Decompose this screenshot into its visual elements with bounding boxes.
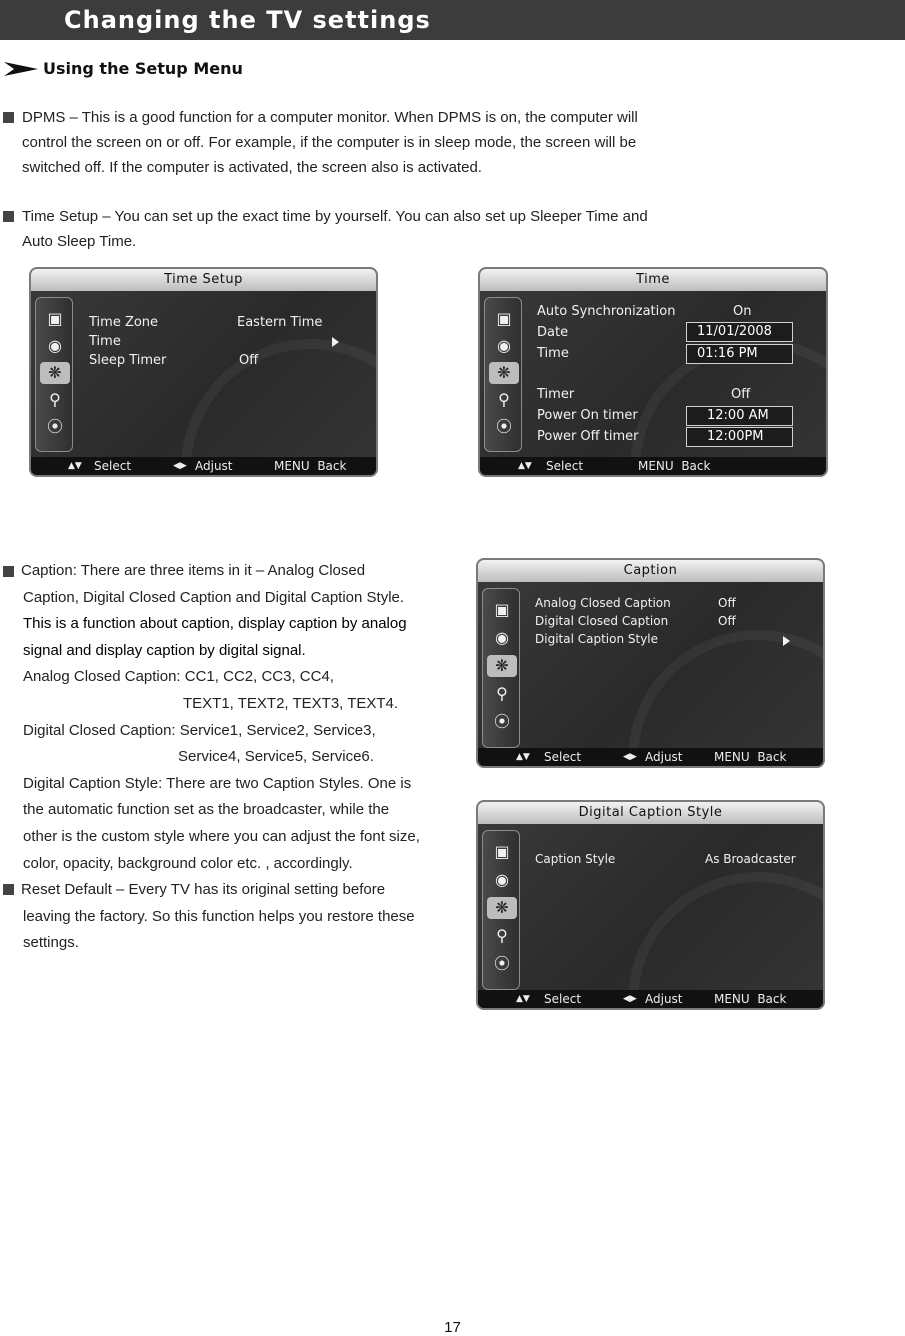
digital-closed-caption-value: Off <box>718 614 736 628</box>
paragraph-line: leaving the factory. So this function helps you restore these <box>23 907 415 925</box>
caption-menu <box>476 558 825 768</box>
paragraph-line: Reset Default – Every TV has its original setting before <box>21 881 386 899</box>
lock-icon[interactable]: ⚲ <box>49 390 61 409</box>
setup-icon[interactable]: ❋ <box>40 362 70 384</box>
submenu-arrow-icon <box>783 636 790 646</box>
sleep-timer-value: Off <box>239 353 259 368</box>
paragraph-line: Caption: There are three items in it – Analog Closed <box>21 562 366 579</box>
footer-back: MENU Back <box>638 459 711 473</box>
footer-select: Select <box>94 459 132 473</box>
menu-item-timer[interactable]: Timer <box>537 387 575 402</box>
satellite-icon[interactable]: ⦿ <box>493 712 510 731</box>
setup-icon[interactable]: ❋ <box>489 362 519 384</box>
audio-icon[interactable]: ◉ <box>48 336 62 355</box>
time-setup-paragraph <box>22 204 712 254</box>
updown-arrows-icon: ▲▼ <box>516 752 530 762</box>
paragraph-line: Time Setup – You can set up the exact time by yourself. You can also set up Sleeper Time and <box>22 208 648 225</box>
tv-picture-icon[interactable]: ▣ <box>494 842 510 861</box>
analog-closed-caption-value: Off <box>718 596 736 610</box>
satellite-icon[interactable]: ⦿ <box>46 417 63 436</box>
paragraph-line: color, opacity, background color etc. , accordingly. <box>23 854 353 872</box>
page-number: 17 <box>444 1319 461 1336</box>
power-off-timer-field[interactable]: 12:00PM <box>686 427 793 447</box>
updown-arrows-icon: ▲▼ <box>68 461 82 471</box>
date-field[interactable]: 11/01/2008 <box>686 322 793 342</box>
menu-item-caption-style[interactable]: Caption Style <box>535 852 616 866</box>
menu-item-date[interactable]: Date <box>537 325 569 340</box>
paragraph-line: Auto Sleep Time. <box>22 233 137 250</box>
footer-adjust: Adjust <box>195 459 233 473</box>
menu-footer <box>478 748 823 766</box>
footer-adjust: Adjust <box>645 992 683 1006</box>
menu-item-digital-closed-caption[interactable]: Digital Closed Caption <box>535 614 669 628</box>
power-on-timer-field[interactable]: 12:00 AM <box>686 406 793 426</box>
paragraph-line: Caption, Digital Closed Caption and Digital Caption Style. <box>23 588 405 606</box>
menu-item-time[interactable]: Time <box>89 334 121 349</box>
footer-select: Select <box>544 992 582 1006</box>
paragraph-line: other is the custom style where you can adjust the font size, <box>23 827 420 845</box>
menu-sidebar <box>482 588 520 748</box>
digital-caption-style-menu <box>476 800 825 1010</box>
audio-icon[interactable]: ◉ <box>495 628 509 647</box>
footer-select: Select <box>546 459 584 473</box>
paragraph-line: Digital Caption Style: There are two Caption Styles. One is <box>23 774 412 792</box>
paragraph-line: the automatic function set as the broadcaster, while the <box>23 801 390 819</box>
paragraph-line: settings. <box>23 934 79 952</box>
leftright-arrows-icon: ◀▶ <box>173 461 187 471</box>
time-field[interactable]: 01:16 PM <box>686 344 793 364</box>
arrow-icon <box>4 61 38 77</box>
menu-item-time[interactable]: Time <box>537 346 569 361</box>
paragraph-line: switched off. If the computer is activated, the screen also is activated. <box>22 159 482 176</box>
time-menu <box>478 267 828 477</box>
submenu-arrow-icon <box>332 337 339 347</box>
bullet-square-icon <box>3 566 14 577</box>
menu-item-digital-caption-style[interactable]: Digital Caption Style <box>535 632 659 646</box>
header-bar <box>0 0 905 40</box>
menu-item-sleep-timer[interactable]: Sleep Timer <box>89 353 167 368</box>
tv-picture-icon[interactable]: ▣ <box>494 600 510 619</box>
menu-sidebar <box>484 297 522 452</box>
setup-icon[interactable]: ❋ <box>487 655 517 677</box>
tv-picture-icon[interactable]: ▣ <box>47 309 63 328</box>
satellite-icon[interactable]: ⦿ <box>493 954 510 973</box>
paragraph-line: Service4, Service5, Service6. <box>178 748 374 766</box>
footer-back: MENU Back <box>274 459 347 473</box>
audio-icon[interactable]: ◉ <box>495 870 509 889</box>
paragraph-line: Analog Closed Caption: CC1, CC2, CC3, CC4, <box>23 668 334 686</box>
menu-footer <box>478 990 823 1008</box>
leftright-arrows-icon: ◀▶ <box>623 752 637 762</box>
menu-title: Digital Caption Style <box>478 802 823 824</box>
menu-title: Time <box>480 269 826 291</box>
bullet-square-icon <box>3 112 14 123</box>
audio-icon[interactable]: ◉ <box>497 336 511 355</box>
satellite-icon[interactable]: ⦿ <box>495 417 512 436</box>
time-setup-menu <box>29 267 378 477</box>
timer-value: Off <box>731 387 751 402</box>
menu-title: Caption <box>478 560 823 582</box>
page-title: Changing the TV settings <box>64 6 431 34</box>
footer-back: MENU Back <box>714 750 787 764</box>
leftright-arrows-icon: ◀▶ <box>623 994 637 1004</box>
section-title: Using the Setup Menu <box>43 59 243 78</box>
auto-sync-value: On <box>733 304 752 319</box>
menu-item-power-off-timer[interactable]: Power Off timer <box>537 429 639 444</box>
dpms-paragraph <box>22 105 712 180</box>
menu-item-analog-closed-caption[interactable]: Analog Closed Caption <box>535 596 671 610</box>
menu-item-power-on-timer[interactable]: Power On timer <box>537 408 638 423</box>
menu-footer <box>31 457 376 475</box>
menu-sidebar <box>482 830 520 990</box>
setup-icon[interactable]: ❋ <box>487 897 517 919</box>
paragraph-line: This is a function about caption, display caption by analog <box>23 615 407 633</box>
bullet-square-icon <box>3 211 14 222</box>
caption-paragraph <box>23 558 463 957</box>
bullet-square-icon <box>3 884 14 895</box>
footer-select: Select <box>544 750 582 764</box>
menu-sidebar <box>35 297 73 452</box>
time-zone-value: Eastern Time <box>237 315 323 330</box>
paragraph-line: signal and display caption by digital signal. <box>23 641 306 659</box>
footer-adjust: Adjust <box>645 750 683 764</box>
menu-footer <box>480 457 826 475</box>
lock-icon[interactable]: ⚲ <box>498 390 510 409</box>
caption-style-value: As Broadcaster <box>705 852 796 866</box>
lock-icon[interactable]: ⚲ <box>496 926 508 945</box>
paragraph-line: DPMS – This is a good function for a computer monitor. When DPMS is on, the computer will <box>22 109 638 126</box>
updown-arrows-icon: ▲▼ <box>516 994 530 1004</box>
paragraph-line: Digital Closed Caption: Service1, Service2, Service3, <box>23 721 376 739</box>
footer-back: MENU Back <box>714 992 787 1006</box>
lock-icon[interactable]: ⚲ <box>496 684 508 703</box>
updown-arrows-icon: ▲▼ <box>518 461 532 471</box>
paragraph-line: TEXT1, TEXT2, TEXT3, TEXT4. <box>183 694 399 712</box>
paragraph-line: control the screen on or off. For example, if the computer is in sleep mode, the screen will be <box>22 134 637 151</box>
menu-item-auto-sync[interactable]: Auto Synchronization <box>537 304 676 319</box>
tv-picture-icon[interactable]: ▣ <box>496 309 512 328</box>
menu-title: Time Setup <box>31 269 376 291</box>
menu-item-time-zone[interactable]: Time Zone <box>89 315 159 330</box>
